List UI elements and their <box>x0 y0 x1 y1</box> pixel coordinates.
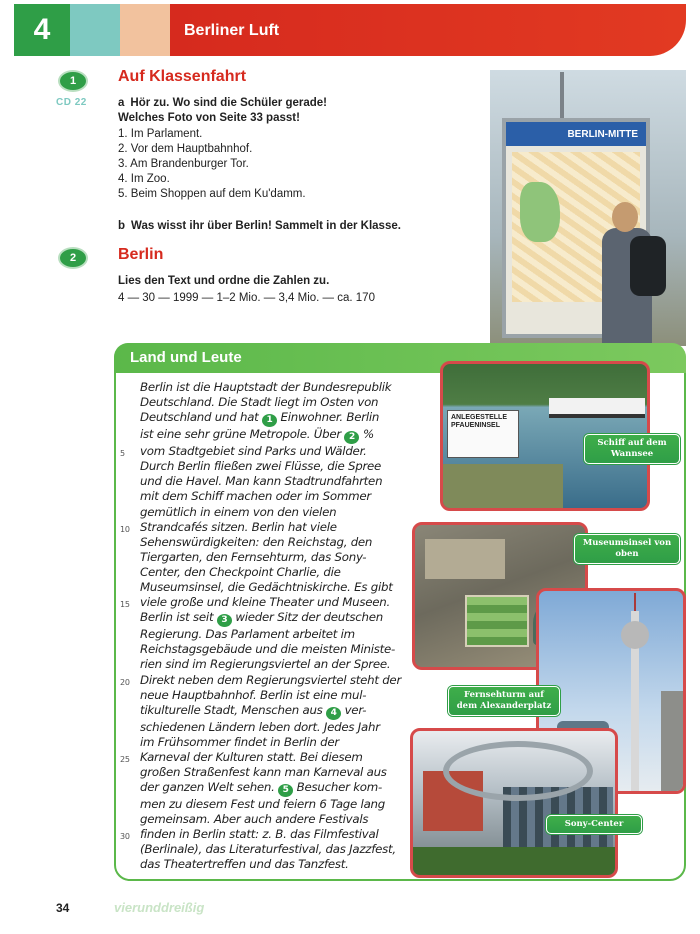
list-item: 2. Vor dem Hauptbahnhof. <box>118 143 253 155</box>
header-accent-teal <box>70 4 120 56</box>
line-text: vom Stadtgebiet sind Parks und Wälder. <box>140 444 367 459</box>
text-line <box>140 535 400 550</box>
line-text: men zu diesem Fest und feiern 6 Tage lang <box>140 797 386 812</box>
line-number: 5 <box>120 449 125 459</box>
text-line <box>140 797 400 812</box>
pier-sign: ANLEGESTELLE PFAUENINSEL <box>447 410 519 458</box>
caption-tower: Fernsehturm auf dem Alexanderplatz <box>448 686 560 716</box>
line-text: Regierung. Das Parlament arbeitet im <box>140 627 355 642</box>
text-line <box>140 720 400 735</box>
line-text: Berlin ist die Hauptstadt der Bundesrepublik <box>140 380 392 394</box>
line-text: Reichstagsgebäude und die meisten Ministe- <box>140 642 396 657</box>
line-text: Center, den Checkpoint Charlie, die <box>140 564 341 579</box>
line-text: tikulturelle Stadt, Menschen aus <box>140 702 327 717</box>
person-reading-map <box>600 202 666 346</box>
tower-sphere <box>621 621 649 649</box>
caption-sony: Sony-Center <box>546 815 642 834</box>
exercise-1a-task <box>118 96 327 126</box>
line-text: Einwohner. Berlin <box>277 410 380 425</box>
gap-marker: 4 <box>326 707 341 720</box>
text-line <box>120 749 400 765</box>
line-number: 20 <box>120 677 130 687</box>
list-item: 3. Am Brandenburger Tor. <box>118 158 249 170</box>
building <box>425 539 505 579</box>
line-text: Museumsinsel, die Gedächtniskirche. Es gibt <box>140 580 393 595</box>
line-text: Strandcafés sitzen. Berlin hat viele <box>140 519 337 534</box>
pier <box>443 464 563 511</box>
line-text: Deutschland und hat <box>140 410 263 425</box>
line-text: % <box>359 427 374 442</box>
text-line <box>140 380 400 395</box>
exercise-2-instruction: Lies den Text und ordne die Zahlen zu. <box>118 275 330 287</box>
text-line <box>140 610 400 627</box>
line-text: und die Havel. Man kann Stadtrundfahrten <box>140 474 383 489</box>
text-line <box>120 827 400 842</box>
exercise-1-title: Auf Klassenfahrt <box>118 68 247 85</box>
chapter-number: 4 <box>14 4 70 56</box>
line-text: Berlin ist seit <box>140 610 217 625</box>
text-line <box>140 703 400 720</box>
line-text: gemütlich in einem von den vielen <box>140 504 337 519</box>
text-line <box>140 395 400 410</box>
text-line <box>140 627 400 642</box>
gap-marker: 2 <box>344 431 359 444</box>
lawn <box>465 595 529 647</box>
header-accent-peach <box>120 4 170 56</box>
land-und-leute-text <box>120 380 402 873</box>
line-text: gemeinsam. Aber auch andere Festivals <box>140 812 369 827</box>
street-lamp <box>560 72 564 120</box>
text-line <box>140 459 400 474</box>
text-line <box>140 842 400 857</box>
exercise-1-badge: 1 <box>58 70 88 92</box>
text-line <box>140 812 400 827</box>
text-line <box>140 688 400 703</box>
line-number: 30 <box>120 832 130 842</box>
exercise-2-numbers: 4 — 30 — 1999 — 1–2 Mio. — 3,4 Mio. — ca. 170 <box>118 292 375 304</box>
exercise-1-options <box>118 127 306 202</box>
line-text: Karneval der Kulturen statt. Bei diesem <box>140 749 363 764</box>
line-text: großen Straßenfest kann man Karneval aus <box>140 764 387 779</box>
land-und-leute-title: Land und Leute <box>114 343 686 373</box>
line-text: rien sind im Regierungsviertel an der Spree. <box>140 657 391 672</box>
cd-track-label: CD 22 <box>56 97 87 108</box>
page-number-word: vierunddreißig <box>114 900 205 915</box>
map-park-area <box>520 182 560 242</box>
text-line <box>140 489 400 504</box>
caption-ship: Schiff auf dem Wannsee <box>584 434 680 464</box>
exercise-1a-line1: Hör zu. Wo sind die Schüler gerade! <box>130 97 328 109</box>
backpack <box>630 236 666 296</box>
text-line <box>140 642 400 657</box>
gap-marker: 1 <box>262 414 277 427</box>
photo-sony-center <box>410 728 618 878</box>
line-text: Direkt neben dem Regierungsviertel steht der <box>140 672 402 687</box>
text-line <box>120 444 400 459</box>
exercise-1b-letter: b <box>118 220 126 232</box>
exercise-1a-line2: Welches Foto von Seite 33 passt! <box>118 112 300 124</box>
line-text: viele große und kleine Theater und Museen. <box>140 595 391 610</box>
text-line <box>140 550 400 565</box>
text-line <box>140 474 400 489</box>
list-item: 4. Im Zoo. <box>118 173 170 185</box>
text-line <box>140 780 400 797</box>
list-item: 5. Beim Shoppen auf dem Ku'damm. <box>118 188 306 200</box>
line-text: der ganzen Welt sehen. <box>140 780 279 795</box>
line-text: schiedenen Ländern leben dort. Jedes Jahr <box>140 719 380 734</box>
line-text: neue Hauptbahnhof. Berlin ist eine mul- <box>140 687 367 702</box>
line-text: wieder Sitz der deutschen <box>231 610 383 625</box>
exercise-1b-task <box>118 219 401 234</box>
gap-marker: 5 <box>278 784 293 797</box>
text-line <box>140 735 400 750</box>
line-text: Sehenswürdigkeiten: den Reichstag, den <box>140 534 373 549</box>
roof-ring <box>443 741 593 801</box>
text-line <box>120 519 400 535</box>
caption-museum: Museumsinsel von oben <box>574 534 680 564</box>
line-text: Durch Berlin fließen zwei Flüsse, die Spree <box>140 459 382 474</box>
text-line <box>140 410 400 427</box>
line-text: (Berlinale), das Literaturfestival, das Jazzfest, <box>140 842 396 857</box>
text-line <box>140 505 400 520</box>
ship <box>549 398 645 418</box>
text-line <box>140 765 400 780</box>
line-text: Deutschland. Die Stadt liegt im Osten von <box>140 395 379 410</box>
line-text: ver- <box>341 702 367 717</box>
text-line <box>140 565 400 580</box>
exercise-2-badge: 2 <box>58 247 88 269</box>
page-number: 34 <box>56 901 70 915</box>
text-line <box>140 427 400 444</box>
line-text: ist eine sehr grüne Metropole. Über <box>140 427 345 442</box>
trees <box>413 847 618 878</box>
person-head <box>612 202 638 232</box>
photo-berlin-map-board <box>490 70 686 346</box>
line-number: 15 <box>120 600 130 610</box>
text-line <box>120 595 400 610</box>
map-board-label: BERLIN-MITTE <box>506 122 646 146</box>
text-line <box>120 672 402 688</box>
highrise <box>661 691 686 794</box>
line-text: Tiergarten, den Fernsehturm, das Sony- <box>140 549 367 564</box>
chapter-title: Berliner Luft <box>170 4 686 56</box>
text-line <box>140 657 400 672</box>
line-number: 25 <box>120 754 130 764</box>
list-item: 1. Im Parlament. <box>118 128 203 140</box>
line-text: Besucher kom- <box>293 780 383 795</box>
line-text: das Theatertreffen und das Tanzfest. <box>140 857 349 872</box>
text-line <box>140 857 400 872</box>
text-line <box>140 580 400 595</box>
gap-marker: 3 <box>217 614 232 627</box>
exercise-1a-letter: a <box>118 97 125 109</box>
line-text: mit dem Schiff machen oder im Sommer <box>140 489 371 504</box>
line-number: 10 <box>120 524 130 534</box>
exercise-1b-text: Was wisst ihr über Berlin! Sammelt in der Klasse. <box>131 220 401 232</box>
line-text: finden in Berlin statt: z. B. das Filmfestival <box>140 827 379 842</box>
line-text: im Frühsommer findet in Berlin der <box>140 734 339 749</box>
exercise-2-title: Berlin <box>118 246 164 263</box>
